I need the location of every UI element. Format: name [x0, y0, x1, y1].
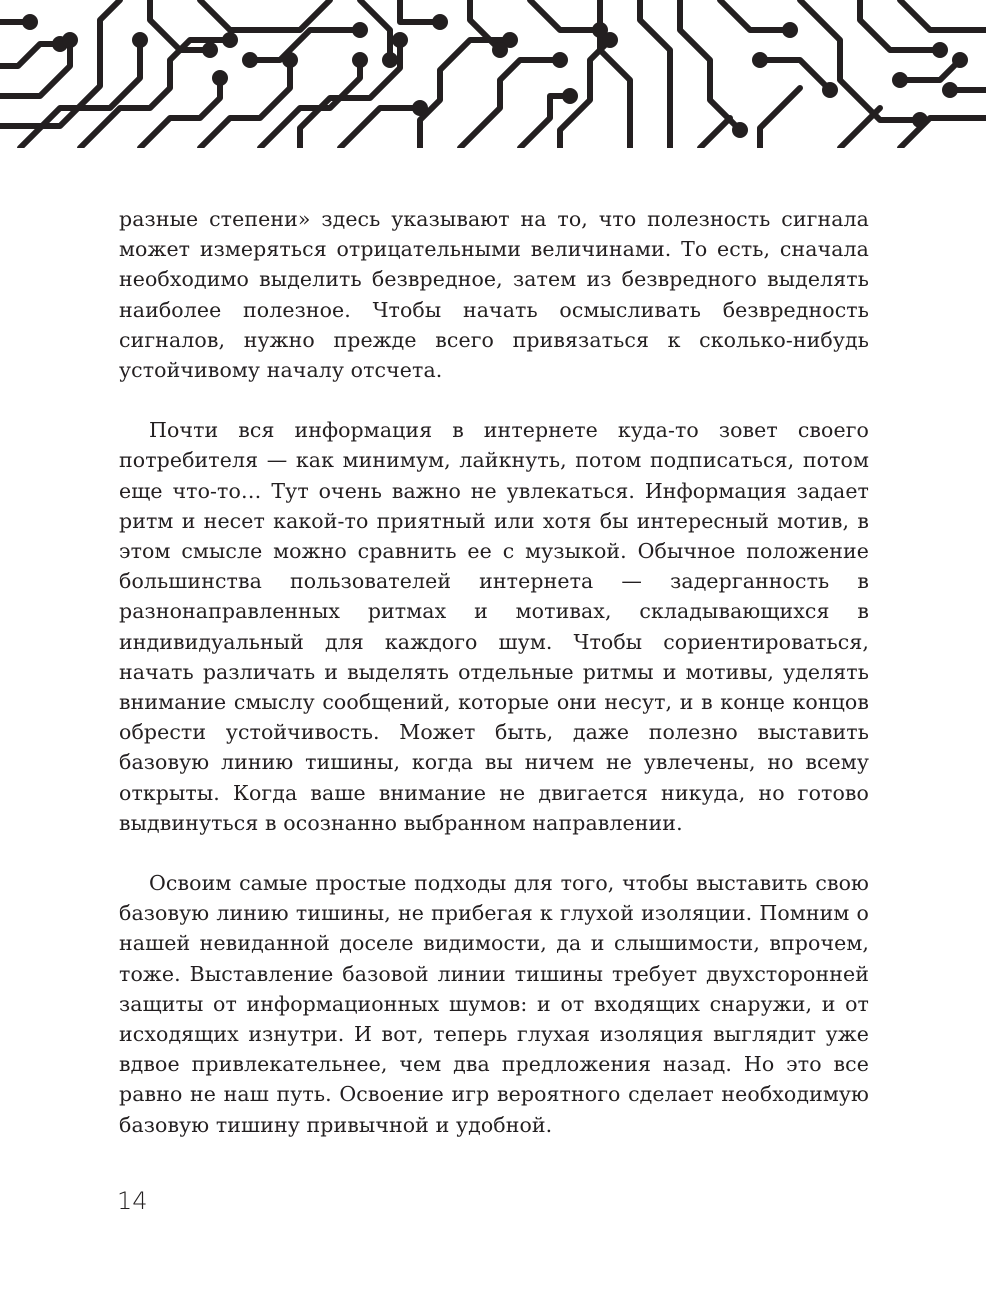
- body-text: [119, 204, 869, 1170]
- paragraph-1: разные степени» здесь указывают на то, что полезность сигнала может измеряться отрицательными величинами. То есть, сначала необходимо выделить безвредное, затем из безвредного выделять наиболее полезное. Чтобы начать осмысливать безвредность сигналов, нужно прежде всего привязаться к сколько-нибудь устойчивому началу отсчета.: [119, 207, 869, 383]
- circuit-pattern-icon: [0, 0, 986, 148]
- paragraph-2: Почти вся информация в интернете куда-то зовет своего потребителя — как минимум, лайкнуть, потом подписаться, потом еще что-то… Тут очень важно не увлекаться. Информация задает ритм и несет какой-то приятный или хотя бы интересный мотив, в этом смысле можно сравнить ее с музыкой. Обычное положение большинства пользователей интернета — задерганность в разнонаправленных ритмах и мотивах, складывающихся в индивидуальный для каждого шум. Чтобы сориентироваться, начать различать и выделять отдельные ритмы и мотивы, уделять внимание смыслу сообщений, которые они несут, и в конце концов обрести устойчивость. Может быть, даже полезно выставить базовую линию тишины, когда вы ничем не увлечены, но всему открыты. Когда ваше внимание не двигается никуда, но готово выдвинуться в осознанно выбранном направлении.: [119, 418, 869, 835]
- circuit-board-banner: [0, 0, 986, 148]
- paragraph-3: Освоим самые простые подходы для того, чтобы выставить свою базовую линию тишины, не прибегая к глухой изоляции. Помним о нашей невиданной доселе видимости, да и слышимости, впрочем, тоже. Выставление базовой линии тишины требует двухсторонней защиты от информационных шумов: и от входящих снаружи, и от исходящих изнутри. И вот, теперь глухая изоляция выглядит уже вдвое привлекательнее, чем два предложения назад. Но это все равно не наш путь. Освоение игр вероятного сделает необходимую базовую тишину привычной и удобной.: [119, 871, 869, 1137]
- page-number: 14: [117, 1187, 148, 1215]
